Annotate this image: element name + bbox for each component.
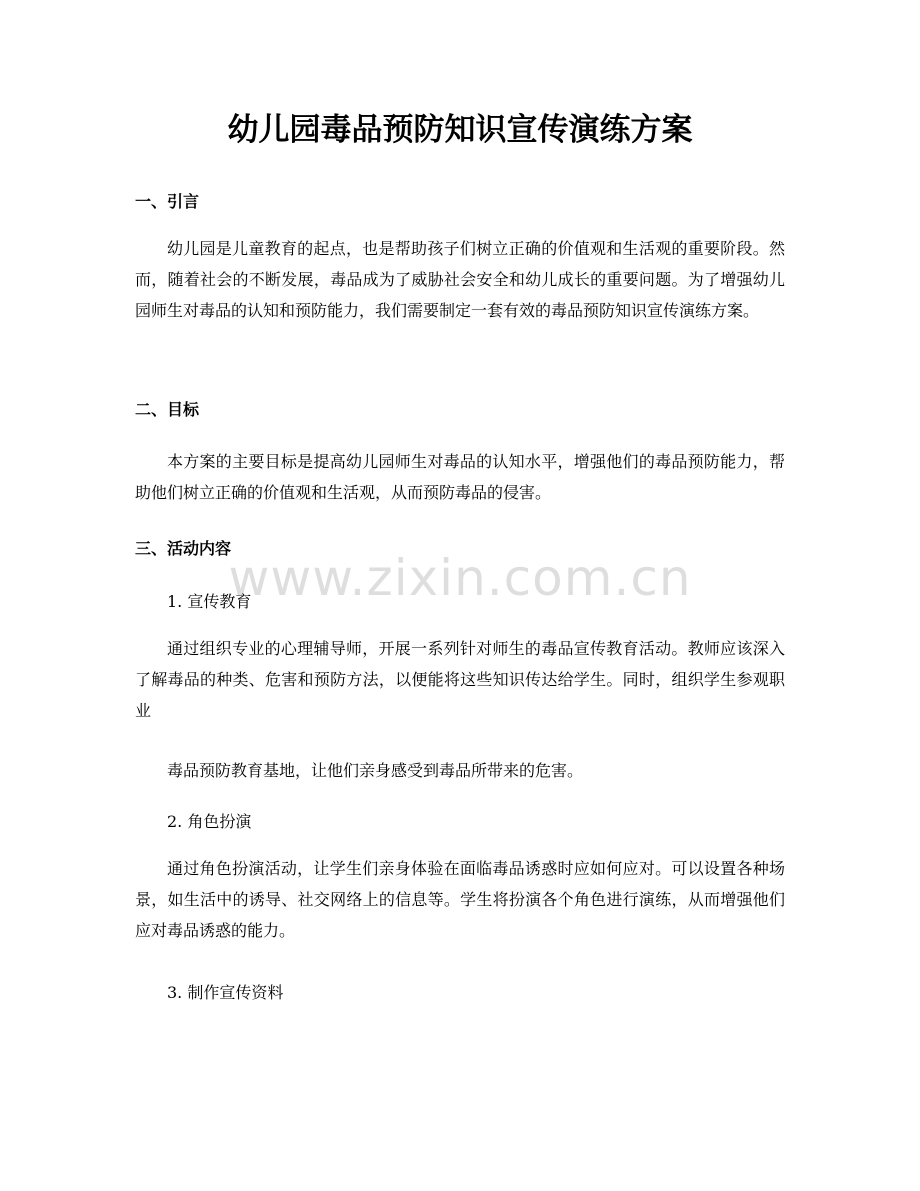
watermark: www.zixin.com.cn [228,549,692,607]
section-heading-activities: 三、活动内容 [135,539,232,558]
activity-item-label: 1. 宣传教育 [167,592,252,611]
goals-paragraph: 本方案的主要目标是提高幼儿园师生对毒品的认知水平，增强他们的毒品预防能力，帮助他们树立正确的价值观和生活观，从而预防毒品的侵害。 [135,452,785,502]
document-title: 幼儿园毒品预防知识宣传演练方案 [227,112,693,148]
activity-paragraph: 通过组织专业的心理辅导师，开展一系列针对师生的毒品宣传教育活动。教师应该深入了解毒品的种类、危害和预防方法，以便能将这些知识传达给学生。同时，组织学生参观职业 [135,639,785,720]
section-heading-goals: 二、目标 [135,400,200,419]
section-heading-introduction: 一、引言 [135,192,200,211]
activity-paragraph: 通过角色扮演活动，让学生们亲身体验在面临毒品诱惑时应如何应对。可以设置各种场景，如生活中的诱导、社交网络上的信息等。学生将扮演各个角色进行演练，从而增强他们应对毒品诱惑的能力。 [135,859,785,940]
activity-item-label: 2. 角色扮演 [167,812,252,831]
introduction-paragraph: 幼儿园是儿童教育的起点，也是帮助孩子们树立正确的价值观和生活观的重要阶段。然而，随着社会的不断发展，毒品成为了威胁社会安全和幼儿成长的重要问题。为了增强幼儿园师生对毒品的认知和预防能力，我们需要制定一套有效的毒品预防知识宣传演练方案。 [135,239,785,320]
activity-item-label: 3. 制作宣传资料 [167,983,284,1002]
activity-paragraph: 毒品预防教育基地，让他们亲身感受到毒品所带来的危害。 [167,761,584,780]
